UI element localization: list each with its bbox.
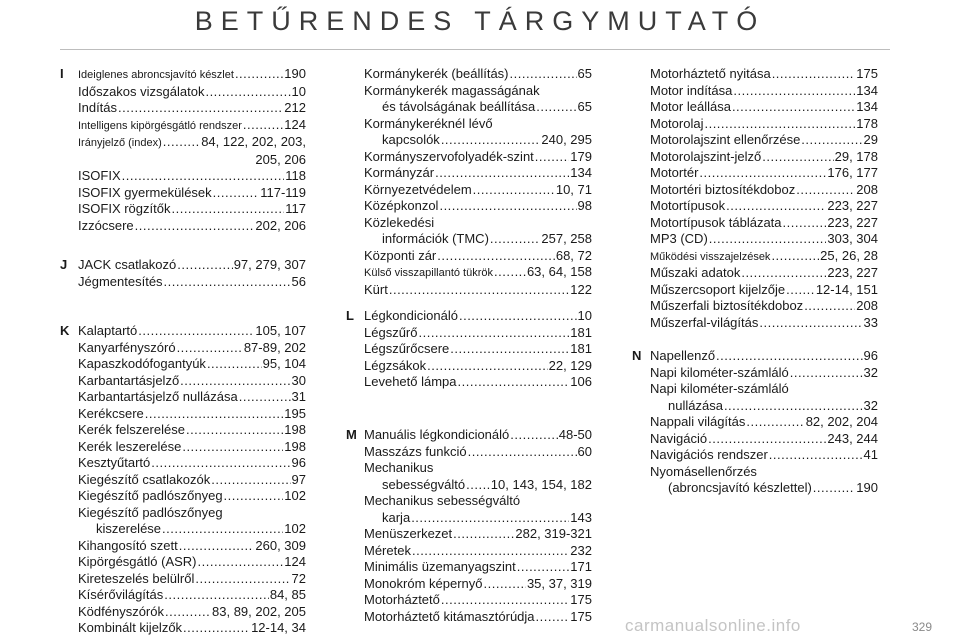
section-letter: J [60,257,68,272]
index-entry: Irányjelző (index) ..... 84, 122, 202, 203, [78,134,306,152]
watermark: carmanualsonline.info [625,616,801,635]
section-j [60,257,310,290]
page-number: 329 [911,620,932,634]
index-entry: Navigációs rendszer ..... 41 [650,447,878,464]
section-m-continued [632,66,882,331]
index-entry: Masszázs funkció ..... 60 [364,444,592,461]
section-m [346,427,596,625]
index-entry: Kesztyűtartó ..... 96 [78,455,306,472]
index-entry: Kalaptartó ..... 105, 107 [78,323,306,340]
index-entry: Környezetvédelem ..... 10, 71 [364,182,592,199]
section-letter: L [346,308,354,323]
index-entry: Motorháztető nyitása ..... 175 [650,66,878,83]
index-entry-continuation: 205, 206 [255,151,306,167]
index-entry: Műszerfal-világítás ..... 33 [650,315,878,332]
index-entry: ISOFIX ..... 118 [78,168,306,185]
index-entry: Intelligens kipörgésgátló rendszer ..... 124 [78,117,306,135]
index-entry: információk (TMC) ..... 257, 258 [364,231,592,248]
index-entry: Motortípusok táblázata ..... 223, 227 [650,215,878,232]
index-entry: Légkondicionáló ..... 10 [364,308,592,325]
index-entry: Kireteszelés belülről ..... 72 [78,571,306,588]
index-entry: Műszerfali biztosítékdoboz ..... 208 [650,298,878,315]
index-entry: Motorolaj ..... 178 [650,116,878,133]
index-entry: Motortér ..... 176, 177 [650,165,878,182]
index-entry: Napi kilométer-számláló ..... 32 [650,365,878,382]
index-entry: Motor leállása ..... 134 [650,99,878,116]
index-entry: Kanyarfényszóró ..... 87-89, 202 [78,340,306,357]
index-entry: Légszűrőcsere ..... 181 [364,341,592,358]
section-i [60,66,310,234]
index-entry: Motor indítása ..... 134 [650,83,878,100]
index-entry: Kipörgésgátló (ASR) ..... 124 [78,554,306,571]
index-entry: Légszűrő ..... 181 [364,325,592,342]
index-entry: Manuális légkondicionáló ..... 48-50 [364,427,592,444]
index-entry: Motortípusok ..... 223, 227 [650,198,878,215]
index-entry: ISOFIX gyermekülések ..... 117-119 [78,185,306,202]
index-entry-heading: Mechanikus [364,460,434,475]
index-entry: Izzócsere ..... 202, 206 [78,218,306,235]
index-entry: Kísérővilágítás ..... 84, 85 [78,587,306,604]
index-entry: Motorháztető kitámasztórúdja ..... 175 [364,609,592,626]
index-entry-heading: Kormánykeréknél lévő [364,115,493,131]
index-entry: Karbantartásjelző ..... 30 [78,373,306,390]
index-entry: MP3 (CD) ..... 303, 304 [650,231,878,248]
index-entry-heading: Mechanikus sebességváltó [364,493,521,508]
index-entry: Középkonzol ..... 98 [364,198,592,215]
index-entry: Ködfényszórók ..... 83, 89, 202, 205 [78,604,306,621]
index-entry-heading: Közlekedési [364,214,435,230]
index-entry: Motorolajszint-jelző ..... 29, 178 [650,149,878,166]
index-entry: Működési visszajelzések ..... 25, 26, 28 [650,248,878,266]
index-entry: karja ..... 143 [364,510,592,527]
index-entry: Napellenző ..... 96 [650,348,878,365]
title-divider [60,49,890,50]
index-entry: Központi zár ..... 68, 72 [364,248,592,265]
index-entry: Légzsákok ..... 22, 129 [364,358,592,375]
index-entry: Jégmentesítés ..... 56 [78,274,306,291]
index-entry: Menüszerkezet ..... 282, 319-321 [364,526,592,543]
index-entry: Kormánykerék (beállítás) ..... 65 [364,66,592,83]
index-entry-heading: Kormánykerék magasságának [364,82,540,98]
index-entry: Kiegészítő padlószőnyeg ..... 102 [78,488,306,505]
index-entry: Időszakos vizsgálatok ..... 10 [78,84,306,101]
index-entry: JACK csatlakozó ..... 97, 279, 307 [78,257,306,274]
index-entry: kiszerelése ..... 102 [78,521,306,538]
section-k [60,323,310,637]
page-title: BETŰRENDES TÁRGYMUTATÓ [194,6,766,36]
section-letter: I [60,66,64,81]
index-entry: Kürt ..... 122 [364,282,592,299]
index-entry: Motorháztető ..... 175 [364,592,592,609]
section-letter: N [632,348,642,363]
index-entry: nullázása ..... 32 [650,398,878,415]
index-entry: Kormányzár ..... 134 [364,165,592,182]
index-entry-heading: Napi kilométer-számláló [650,381,789,396]
section-letter: M [346,427,357,442]
index-entry: Levehető lámpa ..... 106 [364,374,592,391]
index-entry: Ideiglenes abroncsjavító készlet ..... 190 [78,66,306,84]
section-l [346,308,596,391]
index-entry: Méretek ..... 232 [364,543,592,560]
index-entry-heading: Kiegészítő padlószőnyeg [78,504,223,520]
index-entry: Nappali világítás ..... 82, 202, 204 [650,414,878,431]
index-entry: Monokróm képernyő ..... 35, 37, 319 [364,576,592,593]
index-entry: Karbantartásjelző nullázása ..... 31 [78,389,306,406]
index-entry: Indítás ..... 212 [78,100,306,117]
index-entry: (abroncsjavító készlettel) ..... 190 [650,480,878,497]
index-entry: kapcsolók ..... 240, 295 [364,132,592,149]
index-entry: Kapaszkodófogantyúk ..... 95, 104 [78,356,306,373]
index-entry: ISOFIX rögzítők ..... 117 [78,201,306,218]
section-letter: K [60,323,70,338]
index-entry: Kormányszervofolyadék-szint ..... 179 [364,149,592,166]
index-entry: Kihangosító szett ..... 260, 309 [78,538,306,555]
index-entry: Navigáció ..... 243, 244 [650,431,878,448]
index-entry: Kiegészítő csatlakozók ..... 97 [78,472,306,489]
index-entry: Kombinált kijelzők ..... 12-14, 34 [78,620,306,637]
index-entry: Kerék felszerelése ..... 198 [78,422,306,439]
index-entry: Külső visszapillantó tükrök ..... 63, 64, 158 [364,264,592,282]
index-entry-heading: Nyomásellenőrzés [650,463,757,479]
index-entry: sebességváltó ..... 10, 143, 154, 182 [364,477,592,494]
index-entry: Műszaki adatok ..... 223, 227 [650,265,878,282]
section-k-continued [346,66,596,298]
index-entry: Minimális üzemanyagszint ..... 171 [364,559,592,576]
index-entry: Kerék leszerelése ..... 198 [78,439,306,456]
index-entry: Motorolajszint ellenőrzése ..... 29 [650,132,878,149]
index-entry: Motortéri biztosítékdoboz ..... 208 [650,182,878,199]
section-n [632,348,882,497]
index-entry: Kerékcsere ..... 195 [78,406,306,423]
index-entry: és távolságának beállítása ..... 65 [364,99,592,116]
index-entry: Műszercsoport kijelzője ..... 12-14, 151 [650,282,878,299]
